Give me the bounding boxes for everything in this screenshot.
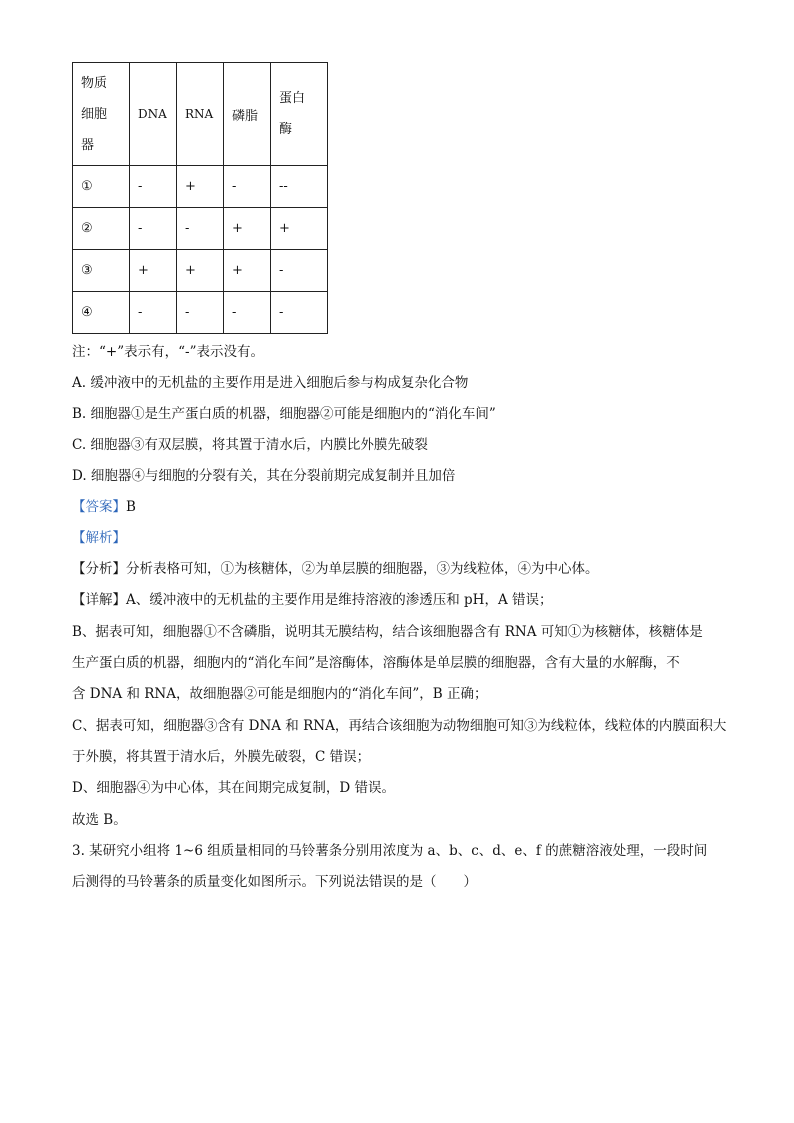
table-note: 注：“+”表示有，“-”表示没有。 <box>72 344 264 360</box>
header-rna: RNA <box>177 63 224 166</box>
header-protease <box>271 63 328 166</box>
cell-dna: - <box>130 208 177 250</box>
cell-protease: + <box>271 208 328 250</box>
table-row <box>73 208 328 250</box>
body-line: C、据表可知，细胞器③含有 DNA 和 RNA，再结合该细胞为动物细胞可知③为线粒体，线粒体的内膜面积大 <box>72 718 727 734</box>
xiangjie-text: A、缓冲液中的无机盐的主要作用是维持溶液的渗透压和 pH，A 错误； <box>126 592 553 608</box>
cell-protease: - <box>271 250 328 292</box>
body-line: 含 DNA 和 RNA，故细胞器②可能是细胞内的“消化车间”，B 正确； <box>72 686 488 702</box>
organelle-table <box>72 62 328 334</box>
cell-dna: + <box>130 250 177 292</box>
header-dna: DNA <box>130 63 177 166</box>
header-protease-line: 蛋白 <box>279 91 306 106</box>
question-3-line: 后测得的马铃薯条的质量变化如图所示。下列说法错误的是（ ） <box>72 874 477 890</box>
header-protease-line: 酶 <box>279 122 293 137</box>
table-row <box>73 292 328 334</box>
option-c: C. 细胞器③有双层膜，将其置于清水后，内膜比外膜先破裂 <box>72 437 428 453</box>
cell-phospholipid: - <box>224 292 271 334</box>
xiangjie-line <box>72 590 553 610</box>
header-corner-line: 器 <box>81 137 95 153</box>
fenxi-text: 分析表格可知，①为核糖体，②为单层膜的细胞器，③为线粒体，④为中心体。 <box>126 561 599 577</box>
header-phospholipid: 磷脂 <box>224 63 271 166</box>
cell-dna: - <box>130 166 177 208</box>
table-row <box>73 250 328 292</box>
analysis-heading <box>72 528 126 548</box>
header-corner-line: 物质 <box>81 75 108 91</box>
table-row <box>73 166 328 208</box>
cell-rna: - <box>177 292 224 334</box>
answer-line <box>72 497 136 517</box>
body-line: 故选 B。 <box>72 812 127 828</box>
cell-rna: + <box>177 250 224 292</box>
fenxi-line <box>72 559 599 579</box>
body-line: 于外膜，将其置于清水后，外膜先破裂，C 错误； <box>72 749 371 765</box>
row-label: ③ <box>73 250 130 292</box>
question-3-line: 3. 某研究小组将 1~6 组质量相同的马铃薯条分别用浓度为 a、b、c、d、e、f 的蔗糖溶液处理，一段时间 <box>72 843 708 859</box>
option-d: D. 细胞器④与细胞的分裂有关，其在分裂前期完成复制并且加倍 <box>72 468 456 484</box>
cell-rna: + <box>177 166 224 208</box>
body-line: 生产蛋白质的机器，细胞内的“消化车间”是溶酶体，溶酶体是单层膜的细胞器，含有大量的水解酶，不 <box>72 655 680 671</box>
cell-rna: - <box>177 208 224 250</box>
body-line: D、细胞器④为中心体，其在间期完成复制，D 错误。 <box>72 780 395 796</box>
cell-phospholipid: + <box>224 208 271 250</box>
row-label: ② <box>73 208 130 250</box>
answer-tag: 【答案】 <box>72 499 126 515</box>
cell-protease: -- <box>271 166 328 208</box>
header-corner-cell <box>73 63 130 166</box>
option-b: B. 细胞器①是生产蛋白质的机器，细胞器②可能是细胞内的“消化车间” <box>72 406 496 422</box>
cell-dna: - <box>130 292 177 334</box>
table-header-row <box>73 63 328 166</box>
row-label: ④ <box>73 292 130 334</box>
cell-protease: - <box>271 292 328 334</box>
answer-value: B <box>126 499 136 515</box>
option-a: A. 缓冲液中的无机盐的主要作用是进入细胞后参与构成复杂化合物 <box>72 375 469 391</box>
row-label: ① <box>73 166 130 208</box>
analysis-tag: 【解析】 <box>72 530 126 546</box>
fenxi-tag: 【分析】 <box>72 561 126 577</box>
cell-phospholipid: + <box>224 250 271 292</box>
xiangjie-tag: 【详解】 <box>72 592 126 608</box>
header-corner-line: 细胞 <box>81 106 108 122</box>
body-line: B、据表可知，细胞器①不含磷脂，说明其无膜结构，结合该细胞器含有 RNA 可知①为核糖体，核糖体是 <box>72 624 703 640</box>
cell-phospholipid: - <box>224 166 271 208</box>
